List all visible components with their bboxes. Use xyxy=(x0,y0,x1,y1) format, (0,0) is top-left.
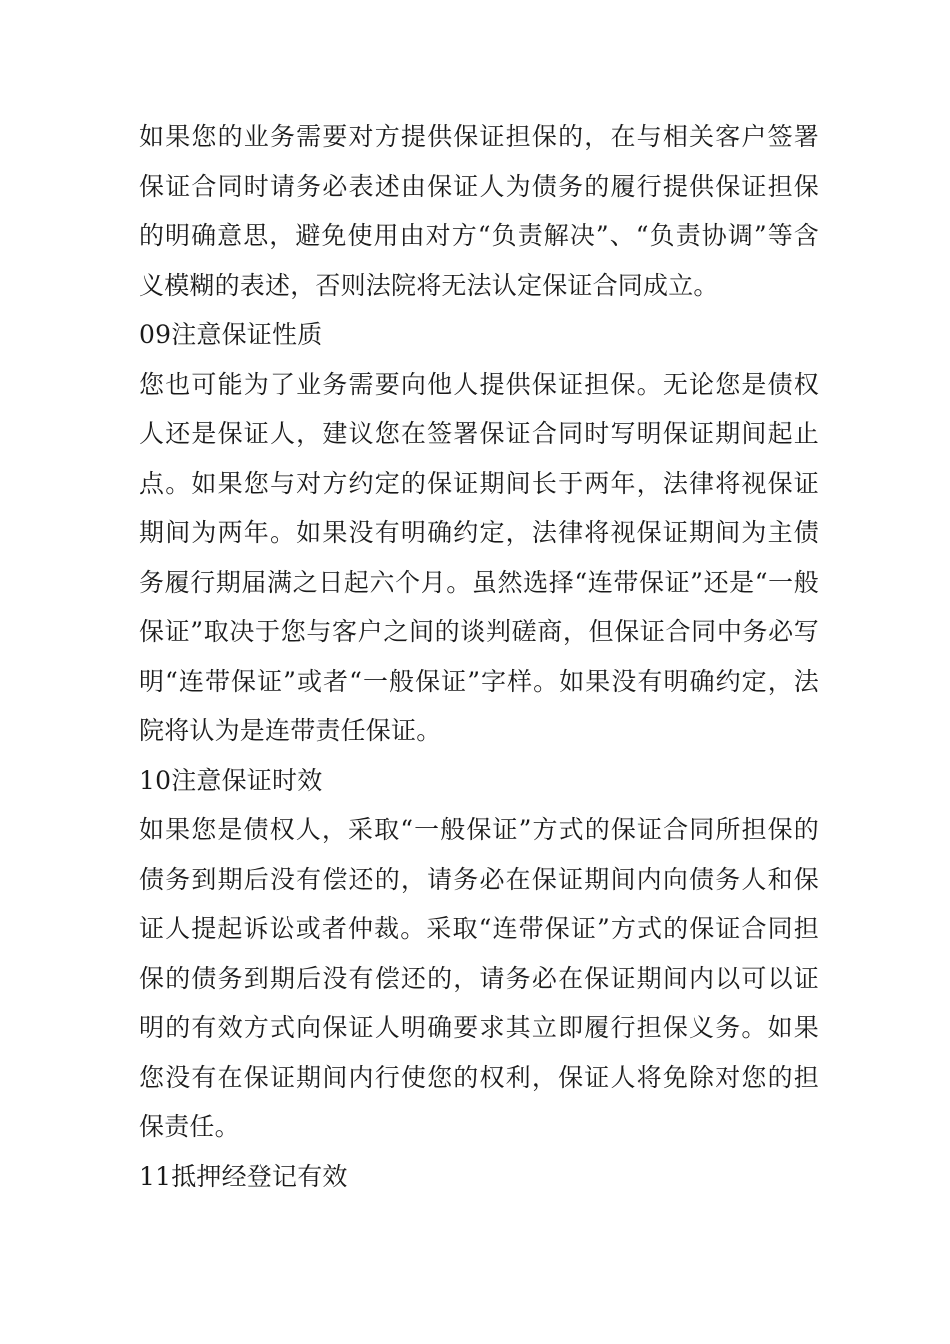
heading-mortgage-registration: 11抵押经登记有效 xyxy=(139,1161,348,1191)
heading-guarantee-time-limit: 10注意保证时效 xyxy=(139,765,323,795)
document-body xyxy=(139,112,819,1201)
paragraph-guarantee-expression: 如果您的业务需要对方提供保证担保的，在与相关客户签署保证合同时请务必表述由保证人为债务的履行提供保证担保的明确意思，避免使用由对方“负责解决”、“负责协调”等含义模糊的表述，否则法院将无法认定保证合同成立。 xyxy=(139,122,819,300)
heading-guarantee-nature: 09注意保证性质 xyxy=(139,320,323,349)
paragraph-guarantee-nature: 您也可能为了业务需要向他人提供保证担保。无论您是债权人还是保证人，建议您在签署保证合同时写明保证期间起止点。如果您与对方约定的保证期间长于两年，法律将视保证期间为两年。如果没有明确约定，法律将视保证期间为主债务履行期届满之日起六个月。虽然选择“连带保证”还是“一般保证”取决于您与客户之间的谈判磋商，但保证合同中务必写明“连带保证”或者“一般保证”字样。如果没有明确约定，法院将认为是连带责任保证。 xyxy=(139,369,819,745)
paragraph-guarantee-time-limit: 如果您是债权人，采取“一般保证”方式的保证合同所担保的债务到期后没有偿还的，请务必在保证期间内向债务人和保证人提起诉讼或者仲裁。采取“连带保证”方式的保证合同担保的债务到期后没有偿还的，请务必在保证期间内以可以证明的有效方式向保证人明确要求其立即履行担保义务。如果您没有在保证期间内行使您的权利，保证人将免除对您的担保责任。 xyxy=(139,815,819,1141)
